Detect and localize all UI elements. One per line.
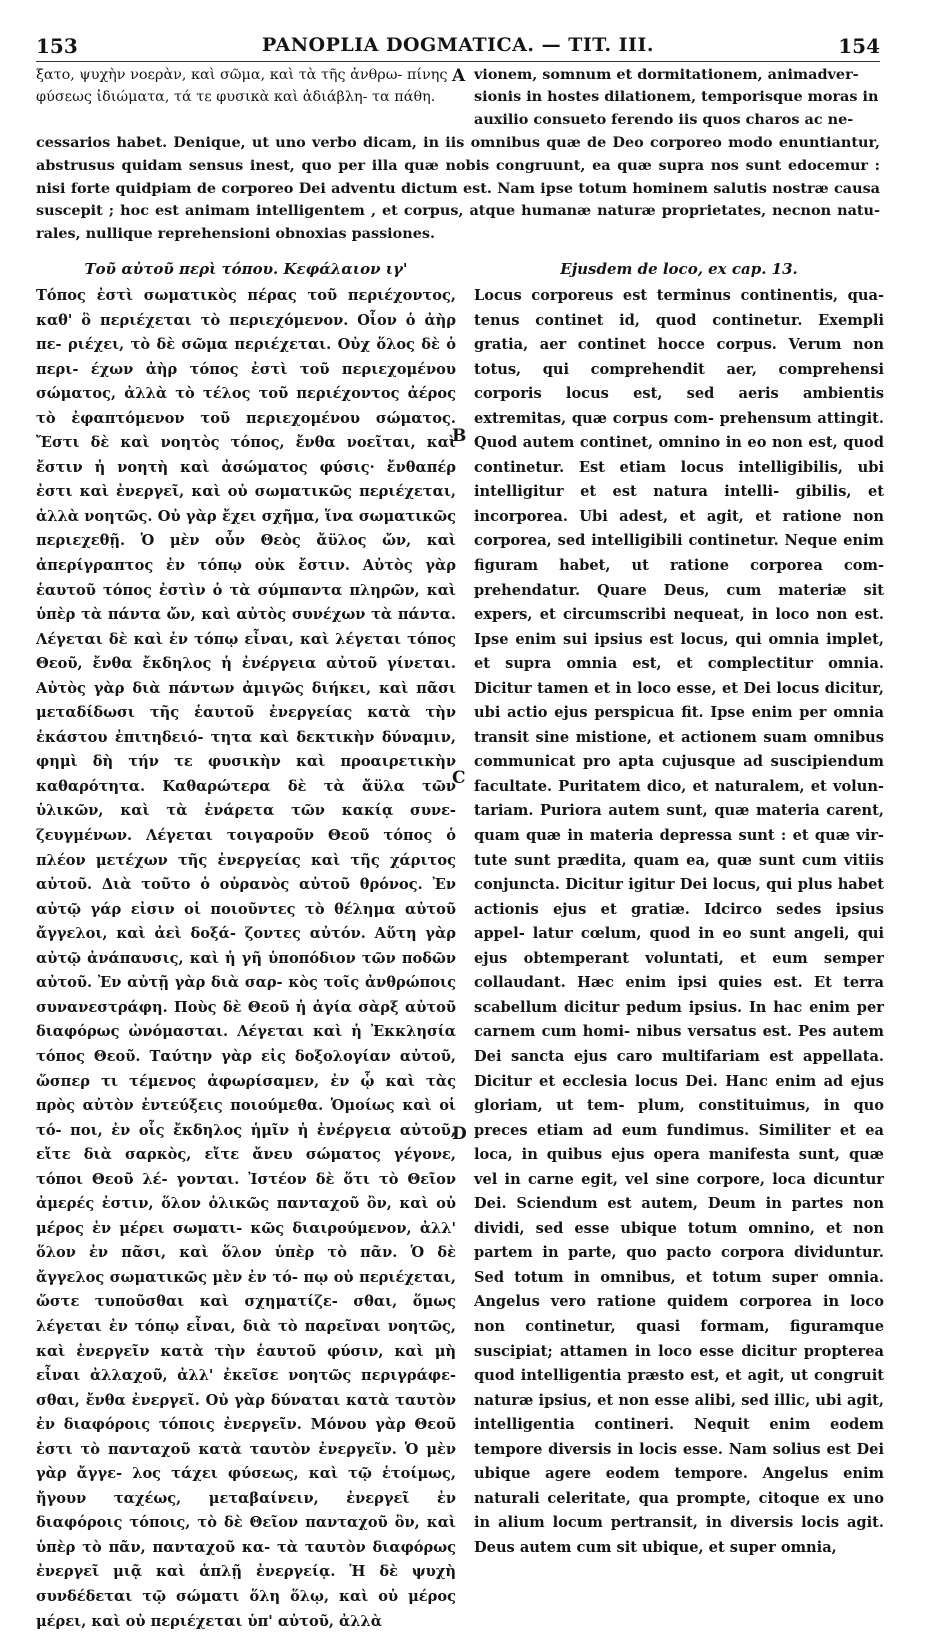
- page-number-left: 153: [36, 34, 78, 58]
- latin-text-column: Locus corporeus est terminus continentis, qua- tenus continet id, quod continetur. Exempli gratia, aer continet hocce corpus. Verum non totus, qui comprehendit aer, comprehensi corporis locus est, sed aeris ambientis extremitas, quæ corpus com- prehensum attingit. Quod autem continet, omnino in eo non est, quod continetur. Est etiam locus intelligibilis, ubi intelligitur et est natura intelli- gibilis, et incorporea. Ubi adest, et agit, et ratione non corporea, sed intelligibili continetur. Neque enim figuram habet, ut ratione corporea com- prehendatur. Quare Deus, cum materiæ sit expers, et circumscribi nequeat, in loco non est. Ipse enim sui ipsius est locus, qui omnia implet, et supra omnia est, et complectitur omnia. Dicitur tamen et in loco esse, et Dei locus dicitur, ubi actio ejus perspicua fit. Ipse enim per omnia transit sine mistione, et actionem suam omnibus communicat pro apta cujusque ad suscipiendum facultate. Puritatem dico, et naturalem, et volun- tariam. Puriora autem sunt, quæ materia carent, quam quæ in materia depressa sunt : et quæ vir- tute sunt prædita, quam ea, quæ sunt cum vitiis conjuncta. Dicitur igitur Dei locus, qui plus habet actionis ejus et gratiæ. Idcirco sedes ipsius appel- latur cœlum, quod in eo sunt angeli, qui ejus obtemperant voluntati, et eum semper collaudant. Hæc enim ipsi quies est. Et terra scabellum dicitur pedum ipsius. In hac enim per carnem cum homi- nibus versatus est. Pes autem Dei sancta ejus caro multifariam est appellata. Dicitur et ecclesia locus Dei. Hanc enim ad ejus gloriam, ut tem- plum, constituimus, in quo preces etiam ad eum fundimus. Similiter et ea loca, in quibus ejus opera manifesta sunt, quæ vel in carne egit, vel sine corpore, loca dicuntur Dei. Sciendum est autem, Deum in partes non dividi, sed esse ubique totum omnino, et non partem in parte, quo pacto corpora dividuntur. Sed totum in omnibus, et totum super omnia. Angelus vero ratione quidem corporea in loco non continetur, quasi formam, figuramque suscipiat; attamen in loco esse dicitur propterea quod intelligentia præsto est, et agit, ut congruit naturæ ipsius, et non esse alibi, sed illic, ubi agit, intelligentia contineri. Nequit enim eodem tempore diversis in locis esse. Nam solius est Dei ubique agere eodem tempore. Angelus enim naturali celeritate, qua prompte, citoque ex uno in alium locum pertransit, in diversis locis agit. Deus autem cum sit ubique, et super omnia,: [474, 287, 884, 1556]
- header-rule: [36, 61, 880, 62]
- greek-section-heading: Τοῦ αὐτοῦ περὶ τόπου. Κεφάλαιον ιγ': [84, 260, 408, 278]
- margin-marker-c: C: [452, 768, 466, 788]
- greek-continuation-text: ξατο, ψυχὴν νοερὰν, καὶ σῶμα, καὶ τὰ τῆς ἀνθρω- πίνης φύσεως ἰδιώματα, τά τε φυσικὰ καὶ ἀδιάβλη- τα πάθη.: [36, 67, 448, 106]
- margin-marker-a: A: [452, 66, 466, 86]
- margin-marker-d: D: [452, 1124, 467, 1144]
- latin-continuation-text: vionem, somnum et dormitationem, animadver- sionis in hostes dilationem, temporisque moras in auxilio consueto ferendo iis quos charos ac ne-: [474, 66, 879, 128]
- latin-section-heading: Ejusdem de loco, ex cap. 13.: [560, 260, 798, 278]
- margin-marker-b: B: [452, 426, 467, 446]
- running-title: PANOPLIA DOGMATICA. — TIT. III.: [262, 34, 654, 56]
- page-header: [36, 34, 880, 58]
- latin-fullwidth-paragraph: cessarios habet. Denique, ut uno verbo dicam, in iis omnibus quæ de Deo corporeo modo enuntiantur, abstrusus quidam sensus inest, quo per illa quæ nobis congruunt, ea quæ supra nos sunt edocemur : nisi forte quidpiam de corporeo Dei adventu dictum est. Nam ipse totum hominem salutis nostræ causa suscepit ; hoc est animam intelligentem , et corpus, atque humanæ naturæ proprietates, necnon natu- rales, nullique reprehensioni obnoxias passiones.: [36, 134, 880, 243]
- page-number-right: 154: [838, 34, 880, 58]
- greek-text-column: Τόπος ἐστὶ σωματικὸς πέρας τοῦ περιέχοντος, καθ' ὃ περιέχεται τὸ περιεχόμενον. Οἷον ὁ ἀὴρ πε- ριέχει, τὸ δὲ σῶμα περιέχεται. Οὐχ ὅλος δὲ ὁ περι- έχων ἀὴρ τόπος ἐστὶ τοῦ περιεχομένου σώματος, ἀλλὰ τὸ τέλος τοῦ περιέχοντος ἀέρος τὸ ἐφαπτόμενον τοῦ περιεχομένου σώματος. Ἔστι δὲ καὶ νοητὸς τόπος, ἔνθα νοεῖται, καὶ ἔστιν ἡ νοητὴ καὶ ἀσώματος φύσις· ἔνθαπέρ ἐστι καὶ ἐνεργεῖ, καὶ οὐ σωματικῶς περιέχεται, ἀλλὰ νοητῶς. Οὐ γὰρ ἔχει σχῆμα, ἵνα σωματικῶς περιεχεθῇ. Ὁ μὲν οὖν Θεὸς ἄϋλος ὤν, καὶ ἀπερίγραπτος ἐν τόπῳ οὐκ ἔστιν. Αὐτὸς γὰρ ἑαυτοῦ τόπος ἐστὶν ὁ τὰ σύμπαντα πληρῶν, καὶ ὑπὲρ τὰ πάντα ὤν, καὶ αὐτὸς συνέχων τὰ πάντα. Λέγεται δὲ καὶ ἐν τόπῳ εἶναι, καὶ λέγεται τόπος Θεοῦ, ἔνθα ἔκδηλος ἡ ἐνέργεια αὐτοῦ γίνεται. Αὐτὸς γὰρ διὰ πάντων ἀμιγῶς διήκει, καὶ πᾶσι μεταδίδωσι τῆς ἑαυτοῦ ἐνεργείας κατὰ τὴν ἑκάστου ἐπιτηδειό- τητα καὶ δεκτικὴν δύναμιν, φημὶ δὴ τήν τε φυσικὴν καὶ προαιρετικὴν καθαρότητα. Καθαρώτερα δὲ τὰ ἄϋλα τῶν ὑλικῶν, καὶ τὰ ἐνάρετα τῶν κακίᾳ συνε- ζευγμένων. Λέγεται τοιγαροῦν Θεοῦ τόπος ὁ πλέον μετέχων τῆς ἐνεργείας καὶ τῆς χάριτος αὐτοῦ. Διὰ τοῦτο ὁ οὐρανὸς αὐτοῦ θρόνος. Ἐν αὐτῷ γάρ εἰσιν οἱ ποιοῦντες τὸ θέλημα αὐτοῦ ἄγγελοι, καὶ ἀεὶ δοξά- ζοντες αὐτόν. Αὕτη γὰρ αὐτῷ ἀνάπαυσις, καὶ ἡ γῆ ὑποπόδιον τῶν ποδῶν αὐτοῦ. Ἐν αὐτῇ γὰρ διὰ σαρ- κὸς τοῖς ἀνθρώποις συνανεστράφη. Ποὺς δὲ Θεοῦ ἡ ἁγία σὰρξ αὐτοῦ διαφόρως ὠνόμασται. Λέγεται καὶ ἡ Ἐκκλησία τόπος Θεοῦ. Ταύτην γὰρ εἰς δοξολογίαν αὐτοῦ, ὥσπερ τι τέμενος ἀφωρίσαμεν, ἐν ᾧ καὶ τὰς πρὸς αὐτὸν ἐντεύξεις ποιούμεθα. Ὁμοίως καὶ οἱ τό- ποι, ἐν οἷς ἔκδηλος ἡμῖν ἡ ἐνέργεια αὐτοῦ, εἴτε διὰ σαρκὸς, εἴτε ἄνευ σώματος γέγονε, τόποι Θεοῦ λέ- γονται. Ἰστέον δὲ ὅτι τὸ Θεῖον ἀμερές ἐστιν, ὅλον ὁλικῶς πανταχοῦ ὂν, καὶ οὐ μέρος ἐν μέρει σωματι- κῶς διαιρούμενον, ἀλλ' ὅλον ἐν πᾶσι, καὶ ὅλον ὑπὲρ τὸ πᾶν. Ὁ δὲ ἄγγελος σωματικῶς μὲν ἐν τό- πῳ οὐ περιέχεται, ὥστε τυποῦσθαι καὶ σχηματίζε- σθαι, ὅμως λέγεται ἐν τόπῳ εἶναι, διὰ τὸ παρεῖναι νοητῶς, καὶ ἐνεργεῖν κατὰ τὴν ἑαυτοῦ φύσιν, καὶ μὴ εἶναι ἀλλαχοῦ, ἀλλ' ἐκεῖσε νοητῶς περιγράφε- σθαι, ἔνθα ἐνεργεῖ. Οὐ γὰρ δύναται κατὰ ταυτὸν ἐν διαφόροις τόποις ἐνεργεῖν. Μόνου γὰρ Θεοῦ ἐστι τὸ πανταχοῦ κατὰ ταυτὸν ἐνεργεῖν. Ὁ μὲν γὰρ ἄγγε- λος τάχει φύσεως, καὶ τῷ ἑτοίμως, ἤγουν ταχέως, μεταβαίνειν, ἐνεργεῖ ἐν διαφόροις τόποις, τὸ δὲ Θεῖον πανταχοῦ ὂν, καὶ ὑπὲρ τὸ πᾶν, πανταχοῦ κα- τὰ ταυτὸν διαφόρως ἐνεργεῖ μιᾷ καὶ ἁπλῇ ἐνεργείᾳ. Ἡ δὲ ψυχὴ συνδέδεται τῷ σώματι ὅλη ὅλῳ, καὶ οὐ μέρος μέρει, καὶ οὐ περιέχεται ὑπ' αὐτοῦ, ἀλλὰ: [36, 287, 456, 1630]
